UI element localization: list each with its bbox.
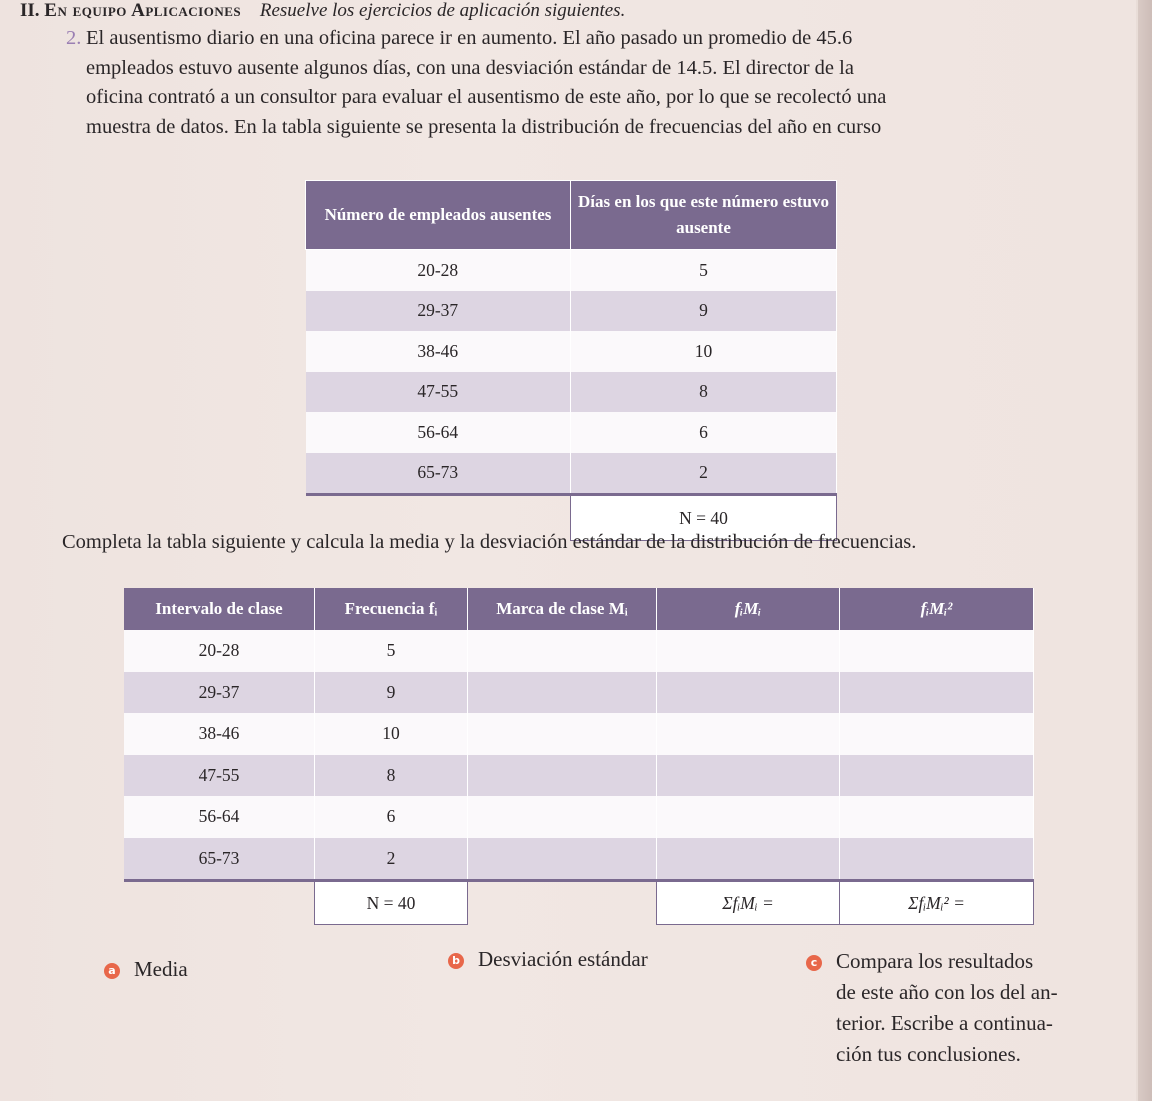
t2-fm-cell[interactable] <box>657 630 840 672</box>
table-row <box>124 630 1034 672</box>
table-row <box>306 250 837 291</box>
t2-header-fm2: fᵢMᵢ² <box>840 588 1034 630</box>
t1-days: 9 <box>571 291 837 332</box>
t2-sum-fm[interactable]: ΣfᵢMᵢ = <box>657 881 840 925</box>
t1-interval: 38-46 <box>306 331 571 372</box>
t1-days: 2 <box>571 453 837 495</box>
bullet-a-icon: a <box>104 963 120 979</box>
table-row <box>306 453 837 495</box>
t2-fm2-cell[interactable] <box>840 796 1034 838</box>
t2-fm-cell[interactable] <box>657 755 840 797</box>
section-roman: II. <box>20 0 40 21</box>
t2-sum-fm2[interactable]: ΣfᵢMᵢ² = <box>840 881 1034 925</box>
table-row <box>124 838 1034 881</box>
table-row <box>124 796 1034 838</box>
problem-line: muestra de datos. En la tabla siguiente se presenta la distribución de frecuencias del año en curso <box>86 115 882 138</box>
t1-total: N = 40 <box>571 495 837 541</box>
section-instruction: Resuelve los ejercicios de aplicación siguientes. <box>259 0 626 21</box>
table-prompt: Completa la tabla siguiente y calcula la media y la desviación estándar de la distribución de frecuencias. <box>62 531 917 553</box>
t1-days: 5 <box>571 250 837 291</box>
question-a-text: Media <box>134 957 188 981</box>
t1-days: 6 <box>571 412 837 453</box>
t2-fm-cell[interactable] <box>657 713 840 755</box>
question-b <box>448 944 648 975</box>
t2-total-n: N = 40 <box>315 881 468 925</box>
problem-line: oficina contrató a un consultor para evaluar el ausentismo de este año, por lo que se recolectó una <box>86 86 887 109</box>
table-row <box>124 672 1034 714</box>
t1-interval: 56-64 <box>306 412 571 453</box>
table-row <box>124 713 1034 755</box>
section-title: En equipo Aplicaciones <box>44 0 242 21</box>
t2-fm2-cell[interactable] <box>840 838 1034 881</box>
t1-interval: 29-37 <box>306 291 571 332</box>
t2-fm2-cell[interactable] <box>840 630 1034 672</box>
t2-frequency: 2 <box>315 838 468 881</box>
question-c-line: terior. Escribe a continua- <box>836 1011 1053 1035</box>
t2-header-class-mark: Marca de clase Mᵢ <box>468 588 657 630</box>
question-b-text: Desviación estándar <box>478 947 648 971</box>
t2-class-mark-cell[interactable] <box>468 755 657 797</box>
t2-fm2-cell[interactable] <box>840 755 1034 797</box>
table-row <box>306 412 837 453</box>
table-row <box>124 755 1034 797</box>
table-row <box>306 372 837 413</box>
t2-class-mark-cell[interactable] <box>468 713 657 755</box>
t2-frequency: 10 <box>315 713 468 755</box>
t2-header-interval: Intervalo de clase <box>124 588 315 630</box>
t2-interval: 29-37 <box>124 672 315 714</box>
table-row <box>306 331 837 372</box>
t2-interval: 20-28 <box>124 630 315 672</box>
question-c-line: ción tus conclusiones. <box>836 1042 1021 1066</box>
t1-interval: 65-73 <box>306 453 571 495</box>
problem-number: 2. <box>66 27 82 49</box>
page-edge <box>1138 0 1152 1101</box>
t2-interval: 47-55 <box>124 755 315 797</box>
t2-fm-cell[interactable] <box>657 672 840 714</box>
t1-header-employees: Número de empleados ausentes <box>306 181 571 250</box>
question-a <box>104 954 188 985</box>
t2-frequency: 8 <box>315 755 468 797</box>
t2-header-fm: fᵢMᵢ <box>657 588 840 630</box>
bullet-c-icon: c <box>806 955 822 971</box>
problem-line: El ausentismo diario en una oficina parece ir en aumento. El año pasado un promedio de 45.6 <box>86 27 853 49</box>
question-c-line: de este año con los del an- <box>836 980 1058 1004</box>
t2-frequency: 9 <box>315 672 468 714</box>
question-c-line: Compara los resultados <box>836 949 1034 973</box>
question-c <box>806 946 1116 1070</box>
t1-interval: 20-28 <box>306 250 571 291</box>
problem-line: empleados estuvo ausente algunos días, con una desviación estándar de 14.5. El director de la <box>86 56 854 79</box>
calculation-table <box>124 588 1034 925</box>
t2-frequency: 6 <box>315 796 468 838</box>
t2-header-frequency: Frecuencia fᵢ <box>315 588 468 630</box>
t2-frequency: 5 <box>315 630 468 672</box>
t1-days: 8 <box>571 372 837 413</box>
t2-fm2-cell[interactable] <box>840 672 1034 714</box>
t2-interval: 38-46 <box>124 713 315 755</box>
t2-class-mark-cell[interactable] <box>468 796 657 838</box>
t2-interval: 65-73 <box>124 838 315 881</box>
t2-fm-cell[interactable] <box>657 796 840 838</box>
t2-fm2-cell[interactable] <box>840 713 1034 755</box>
problem-text <box>66 24 1076 142</box>
bullet-b-icon: b <box>448 953 464 969</box>
t2-class-mark-cell[interactable] <box>468 672 657 714</box>
t2-class-mark-cell[interactable] <box>468 838 657 881</box>
t1-header-days: Días en los que este número estuvo ausente <box>571 181 837 250</box>
absence-frequency-table <box>305 180 837 541</box>
t1-days: 10 <box>571 331 837 372</box>
t2-interval: 56-64 <box>124 796 315 838</box>
t2-total-row <box>124 881 1034 925</box>
t2-class-mark-cell[interactable] <box>468 630 657 672</box>
t1-interval: 47-55 <box>306 372 571 413</box>
table-row <box>306 291 837 332</box>
t2-fm-cell[interactable] <box>657 838 840 881</box>
section-heading <box>20 0 1120 22</box>
